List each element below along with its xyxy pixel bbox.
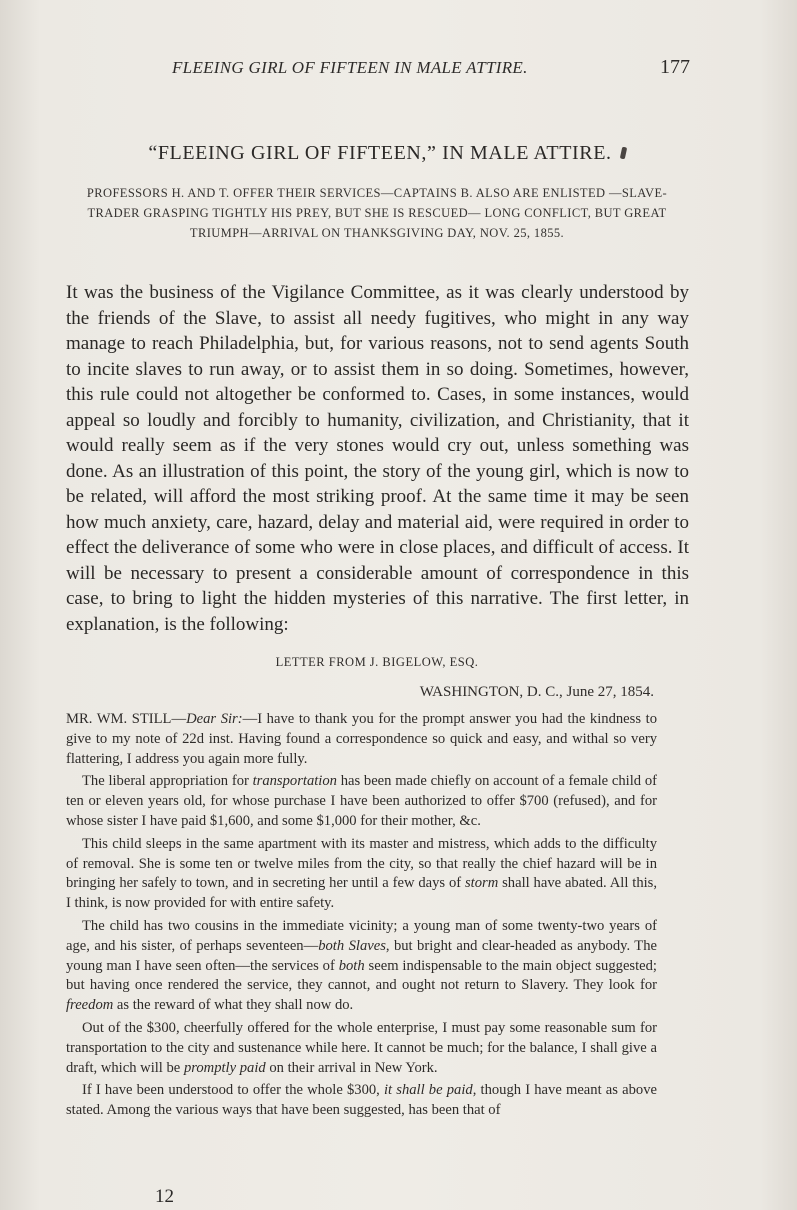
letter-emphasis: transportation: [252, 773, 337, 790]
letter-text: shall have abated. All this, I think, is now provided for with entire safety.: [66, 875, 657, 912]
letter-text: as the reward of what they shall now do.: [113, 997, 354, 1014]
intro-paragraph: It was the business of the Vigilance Committee, as it was clearly understood by the friends of the Slave, to assist all needy fugitives, who might in any way manage to reach Philadelphia, but, for various reasons, not to send agents South to incite slaves to run away, or to assist them in so doing. Sometimes, however, this rule could not altogether be conformed to. Cases, in some instances, would appeal so loudly and forcibly to humanity, civilization, and Christianity, that it would really seem as if the very stones would cry out, unless something was done. As an illustration of this point, the story of the young girl, which is now to be related, will afford the most striking proof. At the same time it may be seen how much anxiety, care, hazard, delay and material aid, were required in order to effect the deliverance of some who were in close places, and difficult of access. It will be necessary to present a considerable amount of correspondence in this case, to bring to light the hidden mysteries of this narrative. The first letter, in explanation, is the following:: [66, 282, 689, 635]
letter-text: —I have to thank you for the prompt answer you had the kindness to give to my note of 22d inst. Having found a correspondence so quick and easy, and withal so very flattering, I address you again more fully.: [66, 711, 657, 767]
signature-mark: 12: [155, 1186, 174, 1207]
letter-paragraph: [66, 917, 657, 1016]
letter-text: , but bright and clear-headed as anybody. The young man I have seen often—the services of: [66, 937, 657, 974]
letter-text: The liberal appropriation for: [82, 773, 253, 790]
letter-text: This child sleeps in the same apartment with its master and mistress, which adds to the difficulty of removal. She is some ten or twelve miles from the city, so that really the chief hazard will be in bringing her safely to town, and in secreting her until a few days of: [66, 835, 657, 892]
letter-text: seem indispensable to the main object suggested; but having once rendered the service, they cannot, and ought not return to Slavery. They look for: [66, 957, 657, 994]
letter-emphasis: both: [338, 957, 365, 974]
letter-text: , though I have meant as above stated. Among the various ways that have been suggested, has been that of: [66, 1082, 657, 1119]
letter-text: Out of the $300, cheerfully offered for the whole enterprise, I must pay some reasonable sum for transportation to the city and sustenance while here. It cannot be much; for the balance, I shall give a draft, which will be: [66, 1019, 657, 1076]
letter-salutation: MR. WM. STILL—: [66, 711, 187, 727]
chapter-synopsis: PROFESSORS H. AND T. OFFER THEIR SERVICES—CAPTAINS B. ALSO ARE ENLISTED —SLAVE-TRADER GRASPING TIGHTLY HIS PREY, BUT SHE IS RESCUED— LONG CONFLICT, BUT GREAT TRIUMPH—ARRIVAL ON THANKSGIVING DAY, NOV. 25, 1855.: [86, 186, 668, 240]
letter-text: has been made chiefly on account of a female child of ten or eleven years old, for whose purchase I have been authorized to offer $700 (refused), and for whose sister I have paid $1,600, and some $1,000 for their mother, &c.: [66, 773, 657, 829]
letter-text: If I have been understood to offer the whole $300,: [82, 1082, 384, 1099]
letter-paragraph: [66, 710, 657, 769]
letter-dateline: WASHINGTON, D. C., June 27, 1854.: [419, 684, 654, 700]
letter-paragraph: [66, 1019, 657, 1078]
letter-text: The child has two cousins in the immediate vicinity; a young man of some twenty-two years of age, and his sister, of perhaps seventeen—: [66, 917, 657, 954]
letter-emphasis: it shall be paid: [383, 1082, 473, 1099]
letter-paragraph: [66, 1081, 657, 1121]
chapter-title: “FLEEING GIRL OF FIFTEEN,” IN MALE ATTIRE.: [148, 142, 612, 164]
letter-text: on their arrival in New York.: [265, 1059, 438, 1076]
letter-body: [66, 710, 657, 1124]
letter-emphasis: storm: [465, 875, 499, 892]
letter-emphasis: promptly paid: [183, 1059, 266, 1076]
letter-salutation-dear: Dear Sir:: [186, 711, 243, 727]
letter-heading: LETTER FROM J. BIGELOW, ESQ.: [275, 655, 479, 669]
letter-paragraph: [66, 772, 657, 831]
letter-paragraph: [66, 835, 657, 914]
letter-emphasis: freedom: [66, 997, 114, 1014]
page-number: 177: [660, 56, 690, 78]
letter-emphasis: both Slaves: [318, 937, 386, 954]
running-head: FLEEING GIRL OF FIFTEEN IN MALE ATTIRE.: [172, 58, 528, 77]
